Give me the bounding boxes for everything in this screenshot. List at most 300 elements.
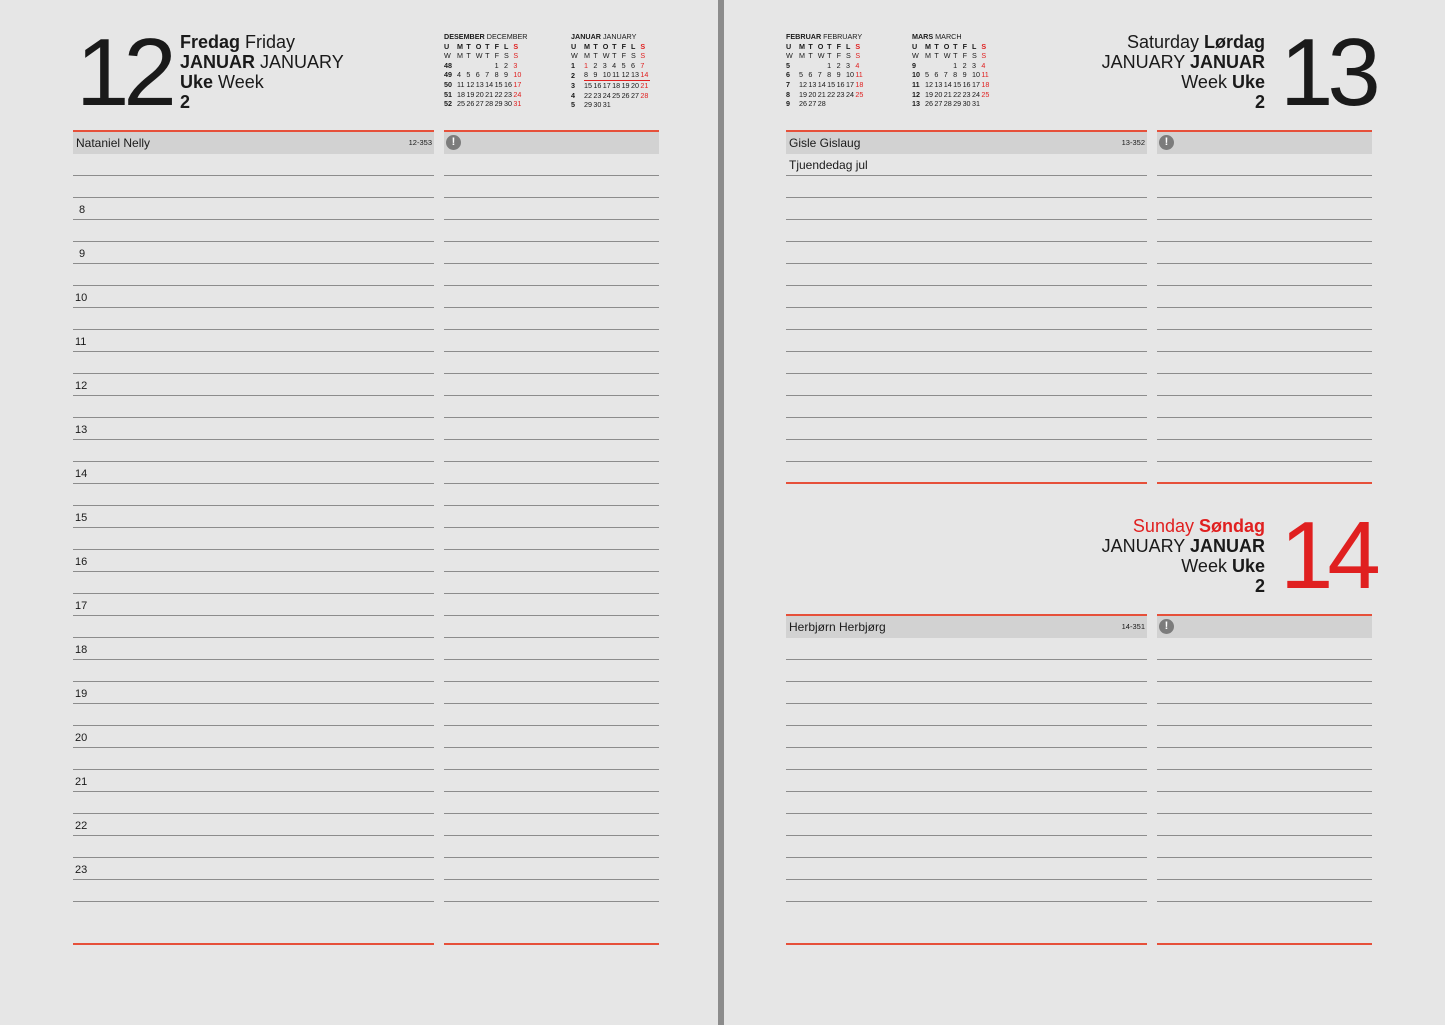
mini-calendar-cell: 24 <box>971 89 980 99</box>
mini-calendar-cell: 7 <box>943 70 948 80</box>
ruled-line <box>1157 439 1372 440</box>
ruled-line <box>444 549 659 550</box>
day-number-13: 13 <box>1280 19 1375 126</box>
mini-calendar-cell: 6 <box>786 70 790 80</box>
ruled-line <box>444 747 659 748</box>
ruled-line <box>73 197 434 198</box>
mini-calendar-cell: 11 <box>457 79 465 89</box>
sunday-bottom-rule <box>786 943 1147 945</box>
mini-calendar-cell: 9 <box>912 60 916 70</box>
mini-calendar-cell: 15 <box>953 79 962 89</box>
mini-calendar-cell: 31 <box>513 99 522 109</box>
mini-calendar-cell: 16 <box>503 79 512 89</box>
mini-calendar-cell: O <box>817 41 824 51</box>
ruled-line <box>786 373 1147 374</box>
mini-calendar-cell: 30 <box>593 100 602 110</box>
ruled-line <box>1157 879 1372 880</box>
ruled-line <box>786 857 1147 858</box>
ruled-line <box>444 417 659 418</box>
mini-calendar-cell: 26 <box>466 99 475 109</box>
day-number-14: 14 <box>1280 502 1375 609</box>
mini-calendar-cell <box>837 99 846 109</box>
mini-calendar-cell: 12 <box>799 79 807 89</box>
ruled-line <box>786 241 1147 242</box>
mini-calendar-cell: 28 <box>943 99 952 109</box>
mini-calendar-cell: 31 <box>971 99 980 109</box>
mini-calendar-cell: 4 <box>855 60 860 70</box>
mini-calendar-cell: T <box>612 41 617 51</box>
weekday-no: Søndag <box>1199 516 1265 536</box>
bottom-rule-left <box>73 943 434 945</box>
mini-calendar-cell: 24 <box>602 90 611 100</box>
mini-calendar-cell: F <box>962 51 967 61</box>
mini-calendar-cell: T <box>593 41 598 51</box>
mini-calendar-cell: 24 <box>513 89 522 99</box>
mini-calendar-cell: 10 <box>602 70 611 80</box>
mini-calendar-title-en: FEBRUARY <box>821 32 863 41</box>
mini-calendar-cell: 16 <box>962 79 971 89</box>
mini-calendar-cell: 27 <box>934 99 943 109</box>
mini-calendar-cell: 25 <box>855 89 864 99</box>
mini-calendar-cell: 6 <box>630 60 635 70</box>
hour-label: 15 <box>75 512 88 524</box>
hour-label: 11 <box>75 336 87 348</box>
mini-calendar-cell: L <box>503 41 509 51</box>
ruled-line <box>1157 241 1372 242</box>
mini-calendar-cell: 12 <box>925 79 933 89</box>
weekday-en: Saturday <box>1126 32 1199 52</box>
ruled-line <box>786 285 1147 286</box>
mini-calendar-cell: 17 <box>971 79 980 89</box>
ruled-line <box>73 791 434 792</box>
mini-calendar-cell: U <box>571 41 577 51</box>
hour-label: 10 <box>75 292 88 304</box>
ruled-line <box>73 175 434 176</box>
mini-calendar-cell: 9 <box>593 70 602 80</box>
mini-calendar-cell: M <box>925 51 931 61</box>
week-en: Week <box>1181 72 1227 92</box>
warning-icon: ! <box>1159 135 1174 150</box>
mini-calendar-cell: 2 <box>593 60 598 70</box>
ruled-line <box>786 901 1147 902</box>
ruled-line <box>786 417 1147 418</box>
ruled-line <box>1157 791 1372 792</box>
mini-calendar-cell: W <box>912 51 919 61</box>
mini-calendar-cell: F <box>494 51 499 61</box>
sunday-bottom-rule-notes <box>1157 943 1372 945</box>
mini-calendar-cell <box>612 100 621 110</box>
ruled-line <box>1157 813 1372 814</box>
mini-calendar-title <box>571 32 650 42</box>
ruled-line <box>73 835 434 836</box>
mini-calendar-cell: U <box>444 41 450 51</box>
mini-calendar-cell: 29 <box>953 99 962 109</box>
mini-calendar-cell: M <box>799 41 805 51</box>
ruled-line <box>786 439 1147 440</box>
mini-calendar-cell: 8 <box>584 70 593 80</box>
ruled-line <box>73 857 434 858</box>
mini-calendar-cell: 11 <box>612 70 620 80</box>
mini-calendar-cell: 1 <box>494 60 499 70</box>
hour-label: 8 <box>79 204 86 216</box>
mini-calendar-cell: 29 <box>584 100 592 110</box>
mini-calendar-cell: 4 <box>457 70 461 80</box>
ruled-line <box>73 461 434 462</box>
left-date-header <box>180 32 344 112</box>
bottom-rule-left-notes <box>444 943 659 945</box>
mini-calendar-cell: 7 <box>485 70 490 80</box>
ruled-line <box>786 219 1147 220</box>
mini-calendar-cell: O <box>475 41 482 51</box>
mini-calendar-cell: F <box>621 51 626 61</box>
mini-calendar-cell: 8 <box>786 89 790 99</box>
mini-calendar-cell: 7 <box>786 79 790 89</box>
month-en: JANUARY <box>1101 52 1185 72</box>
warning-icon: ! <box>446 135 461 150</box>
mini-calendar-cell: 6 <box>808 70 813 80</box>
ruled-line <box>444 505 659 506</box>
ruled-line <box>444 439 659 440</box>
mini-calendar-cell: 9 <box>962 70 967 80</box>
mini-calendar-cell: 18 <box>855 79 864 89</box>
ruled-line <box>444 285 659 286</box>
hour-label: 18 <box>75 644 88 656</box>
ruled-line <box>1157 857 1372 858</box>
ruled-line <box>444 857 659 858</box>
mini-calendar-cell: 12 <box>912 89 920 99</box>
ruled-line <box>786 813 1147 814</box>
ruled-line <box>1157 461 1372 462</box>
month-en: JANUARY <box>260 52 344 72</box>
ruled-line <box>444 241 659 242</box>
book-spine <box>718 0 724 1025</box>
ruled-line <box>444 901 659 902</box>
mini-calendar-cell: S <box>971 51 977 61</box>
mini-calendar-cell <box>818 61 827 71</box>
mini-calendar-cell: S <box>981 51 987 61</box>
mini-calendar-cell: T <box>466 51 471 61</box>
hour-label: 13 <box>75 424 88 436</box>
mini-calendar-cell: 23 <box>836 89 845 99</box>
mini-calendar-cell: 25 <box>612 90 621 100</box>
mini-calendar-cell: T <box>808 41 813 51</box>
week-en: Week <box>1181 556 1227 576</box>
mini-calendar-cell: T <box>934 41 939 51</box>
mini-calendar-cell: T <box>485 41 490 51</box>
mini-calendar-cell: T <box>953 51 958 61</box>
ruled-line <box>73 901 434 902</box>
mini-calendar-cell: 15 <box>827 79 836 89</box>
mini-calendar-cell: 7 <box>640 60 645 70</box>
ruled-line <box>786 307 1147 308</box>
mini-calendar-cell: S <box>513 41 519 51</box>
mini-calendar-cell: T <box>808 51 813 61</box>
ruled-line <box>444 373 659 374</box>
mini-calendar-cell: 18 <box>457 89 465 99</box>
ruled-line <box>444 219 659 220</box>
ruled-line <box>73 615 434 616</box>
day-number-12: 12 <box>76 19 171 126</box>
weekday-en: Sunday <box>1132 516 1194 536</box>
mini-calendar-cell: 28 <box>640 90 649 100</box>
ruled-line <box>1157 175 1372 176</box>
week-en: Week <box>218 72 264 92</box>
sunday-date-header <box>1080 516 1265 596</box>
mini-calendar-cell: 19 <box>621 80 630 90</box>
mini-calendar-cell: M <box>799 51 805 61</box>
mini-calendar-cell: 10 <box>912 70 920 80</box>
mini-calendar-cell: 25 <box>981 89 990 99</box>
mini-calendar-cell: F <box>962 41 967 51</box>
ruled-line <box>73 703 434 704</box>
mini-calendar-cell: F <box>836 41 841 51</box>
mini-calendar-cell: S <box>630 51 636 61</box>
mini-calendar-cell: 22 <box>494 89 503 99</box>
ruled-line <box>73 879 434 880</box>
ruled-line <box>73 747 434 748</box>
ruled-line <box>1157 329 1372 330</box>
mini-calendar-cell: 20 <box>630 80 639 90</box>
mini-calendar-cell: 3 <box>513 60 518 70</box>
mini-calendar-title <box>786 32 865 42</box>
mini-calendar-cell: 29 <box>494 99 503 109</box>
mini-calendar-cell: 19 <box>925 89 933 99</box>
ruled-line <box>444 637 659 638</box>
mini-calendar-cell: 14 <box>817 79 826 89</box>
ruled-line <box>1157 307 1372 308</box>
mini-calendar-cell <box>934 61 943 71</box>
week-no: Uke <box>180 72 214 92</box>
mini-calendar-cell: 8 <box>494 70 499 80</box>
mini-calendar-cell <box>981 99 990 109</box>
mini-calendar-cell: O <box>602 41 609 51</box>
mini-calendar-cell: 10 <box>971 70 980 80</box>
week-num: 2 <box>1254 92 1265 112</box>
mini-calendar-cell: 5 <box>786 60 790 70</box>
ruled-line <box>444 813 659 814</box>
mini-calendar-title-no: FEBRUAR <box>786 32 822 41</box>
ruled-line <box>444 461 659 462</box>
ruled-line <box>1157 285 1372 286</box>
mini-calendar-cell: 30 <box>503 99 512 109</box>
mini-calendar-cell: U <box>786 41 792 51</box>
ruled-line <box>73 307 434 308</box>
ruled-line <box>444 593 659 594</box>
ruled-line <box>444 527 659 528</box>
ruled-line <box>1157 417 1372 418</box>
ruled-line <box>73 329 434 330</box>
mini-calendar-cell: 5 <box>621 60 626 70</box>
mini-calendar-cell: 12 <box>621 70 630 80</box>
mini-calendar-cell: 48 <box>444 60 452 70</box>
mini-calendar-cell: 20 <box>934 89 943 99</box>
mini-calendar-cell: L <box>971 41 977 51</box>
mini-calendar-title-en: MARCH <box>933 32 962 41</box>
mini-calendar-cell: W <box>602 51 610 61</box>
mini-calendar-cell: S <box>855 41 861 51</box>
hour-label: 9 <box>79 248 86 260</box>
mini-calendar-cell: 25 <box>457 99 465 109</box>
ruled-line <box>1157 373 1372 374</box>
mini-calendar-cell: 5 <box>799 70 803 80</box>
mini-calendar-cell: 5 <box>925 70 929 80</box>
mini-calendar-cell: 13 <box>808 79 817 89</box>
mini-calendar-cell: 8 <box>953 70 958 80</box>
ruled-line <box>444 571 659 572</box>
mini-calendar-cell: 1 <box>953 60 958 70</box>
ruled-line <box>1157 219 1372 220</box>
holiday-note: Tjuendedag jul <box>789 158 868 172</box>
ruled-line <box>444 659 659 660</box>
saturday-day-code: 13-352 <box>1121 138 1145 147</box>
mini-calendar-cell: M <box>457 41 463 51</box>
ruled-line <box>73 549 434 550</box>
week-num: 2 <box>180 92 191 112</box>
month-en: JANUARY <box>1101 536 1185 556</box>
mini-calendar-cell: 14 <box>485 79 494 89</box>
mini-calendar-cell: 2 <box>571 70 575 80</box>
mini-calendar-cell: 14 <box>943 79 952 89</box>
mini-calendar-cell: 27 <box>630 90 639 100</box>
saturday-date-header <box>1080 32 1265 112</box>
mini-calendar-cell <box>846 99 855 109</box>
ruled-line <box>444 681 659 682</box>
mini-calendar-cell: 21 <box>817 89 826 99</box>
mini-calendar-cell: 15 <box>494 79 503 89</box>
mini-calendar-cell: S <box>640 41 646 51</box>
mini-calendar-cell: W <box>444 51 451 61</box>
mini-calendar-cell <box>855 99 864 109</box>
ruled-line <box>73 241 434 242</box>
mini-calendar-title <box>912 32 991 42</box>
mini-calendar-cell: M <box>584 41 590 51</box>
mini-calendar-cell: 15 <box>584 80 592 90</box>
hour-label: 22 <box>75 820 88 832</box>
mini-calendar-cell: 31 <box>602 100 611 110</box>
ruled-line <box>73 439 434 440</box>
mini-calendar-cell: W <box>475 51 483 61</box>
mini-calendar-cell: T <box>827 51 832 61</box>
mini-calendar-title-no: DESEMBER <box>444 32 485 41</box>
mini-calendar-cell <box>925 61 934 71</box>
mini-calendar-title-no: JANUAR <box>571 32 601 41</box>
mini-calendar-cell: 21 <box>640 80 649 90</box>
mini-calendar-cell <box>476 61 485 71</box>
month-no: JANUAR <box>1189 536 1265 556</box>
ruled-line <box>444 879 659 880</box>
mini-calendar-cell: 26 <box>925 99 933 109</box>
ruled-line <box>786 835 1147 836</box>
mini-calendar-cell: T <box>612 51 617 61</box>
mini-calendar-cell: 30 <box>962 99 971 109</box>
mini-calendar-cell <box>808 61 817 71</box>
ruled-line <box>444 483 659 484</box>
mini-calendar-cell: T <box>485 51 490 61</box>
ruled-line <box>444 769 659 770</box>
weekday-no: Lørdag <box>1204 32 1265 52</box>
mini-calendar-cell: T <box>953 41 958 51</box>
ruled-line <box>73 351 434 352</box>
mini-calendar-cell: 4 <box>571 90 575 100</box>
saturday-bottom-rule <box>786 482 1147 484</box>
mini-calendar-title-en: JANUARY <box>600 32 637 41</box>
ruled-line <box>444 175 659 176</box>
mini-calendar-cell: 49 <box>444 70 452 80</box>
mini-calendar-cell: 2 <box>836 60 841 70</box>
mini-calendar-cell: 8 <box>827 70 832 80</box>
mini-calendar-cell: 26 <box>799 99 807 109</box>
ruled-line <box>1157 395 1372 396</box>
mini-calendar-cell <box>827 99 836 109</box>
ruled-line <box>73 285 434 286</box>
month-no: JANUAR <box>180 52 256 72</box>
warning-icon: ! <box>1159 619 1174 634</box>
saturday-name-day: Gisle Gislaug <box>789 136 861 150</box>
saturday-bottom-rule-notes <box>1157 482 1372 484</box>
mini-calendar-cell: 22 <box>827 89 836 99</box>
mini-calendar-cell: F <box>836 51 841 61</box>
mini-calendar-cell: 26 <box>621 90 630 100</box>
mini-calendar-cell: T <box>466 41 471 51</box>
mini-calendar-cell: 9 <box>836 70 841 80</box>
ruled-line <box>786 747 1147 748</box>
mini-calendar-cell: 1 <box>571 60 575 70</box>
hour-label: 17 <box>75 600 88 612</box>
ruled-line <box>444 615 659 616</box>
mini-calendar-cell <box>640 100 649 110</box>
ruled-line <box>1157 835 1372 836</box>
ruled-line <box>444 395 659 396</box>
mini-calendar-cell: 16 <box>836 79 845 89</box>
mini-calendar-cell: 9 <box>503 70 508 80</box>
ruled-line <box>73 373 434 374</box>
mini-calendar-cell: M <box>925 41 931 51</box>
ruled-line <box>1157 901 1372 902</box>
notes-band <box>444 132 659 154</box>
mini-calendar-title-no: MARS <box>912 32 934 41</box>
mini-calendar-cell <box>466 61 475 71</box>
ruled-line <box>786 461 1147 462</box>
hour-label: 12 <box>75 380 88 392</box>
mini-calendar-cell: 18 <box>981 79 990 89</box>
mini-calendar-cell <box>457 61 466 71</box>
mini-calendar-cell: 11 <box>912 79 920 89</box>
ruled-line <box>73 263 434 264</box>
mini-calendar-cell: 3 <box>971 60 976 70</box>
ruled-line <box>73 417 434 418</box>
mini-calendar-cell: 23 <box>503 89 512 99</box>
mini-calendar-cell: 23 <box>962 89 971 99</box>
mini-calendar-cell: 20 <box>808 89 817 99</box>
hour-label: 19 <box>75 688 88 700</box>
mini-calendar-cell <box>631 100 640 110</box>
mini-calendar-cell: 20 <box>475 89 484 99</box>
mini-calendar-cell: 24 <box>845 89 854 99</box>
ruled-line <box>73 483 434 484</box>
mini-calendar-cell: L <box>630 41 636 51</box>
mini-calendar-cell: 23 <box>593 90 602 100</box>
mini-calendar-cell: 17 <box>513 79 522 89</box>
mini-calendar-cell: 16 <box>593 80 602 90</box>
hour-label: 23 <box>75 864 88 876</box>
mini-calendar-cell: T <box>827 41 832 51</box>
mini-calendar-cell: W <box>943 51 951 61</box>
ruled-line <box>73 593 434 594</box>
mini-calendar-cell: T <box>593 51 598 61</box>
week-no: Uke <box>1231 556 1265 576</box>
ruled-line <box>786 725 1147 726</box>
mini-calendar-cell: 3 <box>571 80 575 90</box>
